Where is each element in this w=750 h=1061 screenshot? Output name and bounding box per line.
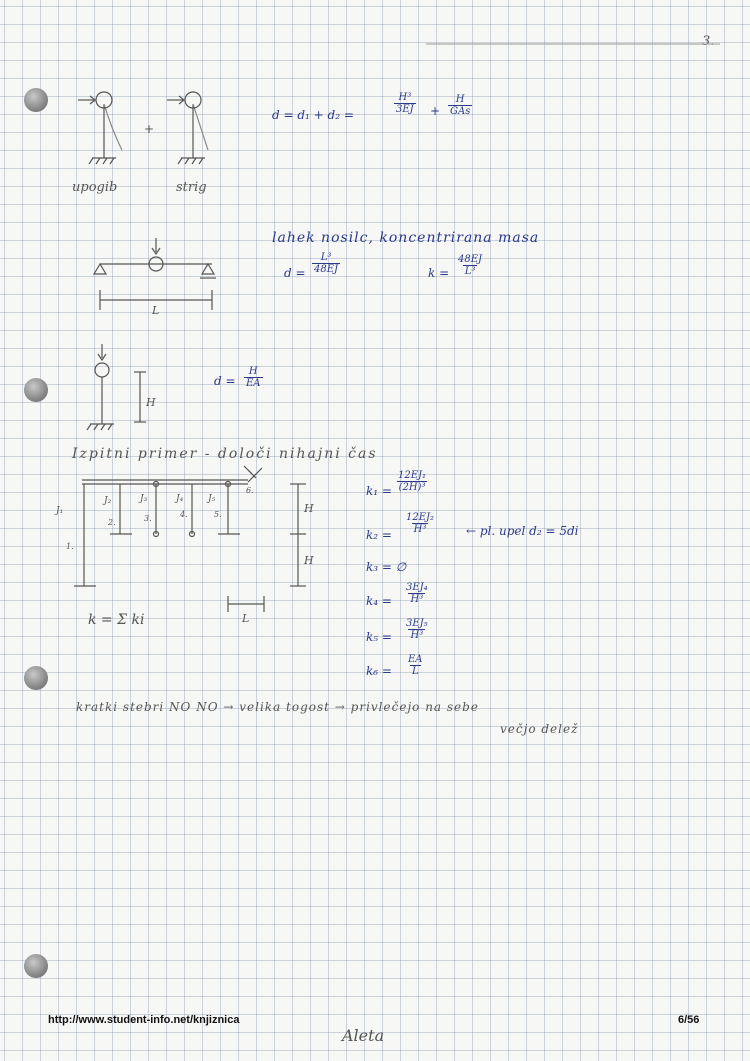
page-number: 3.: [702, 34, 715, 49]
fraction-k5: [404, 618, 430, 641]
fraction-k6: [406, 654, 425, 677]
fraction-numerator: L³: [320, 252, 332, 263]
fraction-numerator: 12EJ₁: [398, 470, 427, 481]
inertia-label-3: J₃: [140, 494, 148, 504]
column-label-6: 6.: [246, 486, 254, 495]
k3: k₃ = ∅: [366, 560, 407, 574]
fraction-denominator: EA: [246, 378, 261, 389]
fraction-denominator: H³: [410, 594, 424, 605]
fraction-denominator: 48EJ: [314, 264, 339, 275]
fraction-d-axial: [244, 366, 263, 389]
fraction-denominator: GAs: [450, 106, 471, 117]
label-shear: strig: [176, 180, 207, 195]
heading-exam-example: Izpitni primer - določi nihajni čas: [72, 446, 378, 462]
brand-logo: Aleta: [342, 1026, 385, 1045]
column-label-2: 2.: [108, 518, 116, 527]
fraction-numerator: 3EJ₅: [406, 618, 428, 629]
fraction-denominator: H³: [410, 630, 424, 641]
column-label-4: 4.: [180, 510, 188, 519]
label-bending: upogib: [72, 180, 118, 195]
stiffness-sum: k = Σ ki: [88, 612, 145, 628]
fraction-numerator: 3EJ₄: [406, 582, 428, 593]
formula-d-axial: d =: [214, 374, 236, 388]
span-label-frame: L: [242, 612, 250, 625]
k2-lhs: k₂ =: [366, 528, 392, 542]
fraction-numerator: H: [455, 94, 465, 105]
k5-lhs: k₅ =: [366, 630, 392, 644]
height-label-lower: H: [304, 554, 314, 567]
fraction-k4: [404, 582, 430, 605]
fraction-k1: [396, 470, 428, 493]
inertia-label-2: J₂: [104, 496, 112, 506]
k2-note: ← pl. upel d₂ = 5di: [466, 524, 579, 538]
fraction-denominator: H³: [413, 524, 427, 535]
heading-light-beam: lahek nosilc, koncentrirana masa: [272, 230, 540, 246]
inertia-label-5: J₅: [208, 494, 216, 504]
fraction-numerator: H³: [398, 92, 412, 103]
footer-url: http://www.student-info.net/knjiznica: [48, 1014, 240, 1026]
inertia-label-1: J₁: [56, 506, 64, 516]
k1-lhs: k₁ =: [366, 484, 392, 498]
fraction-denominator: L: [411, 666, 419, 677]
k6-lhs: k₆ =: [366, 664, 392, 678]
fraction-numerator: 12EJ₂: [406, 512, 435, 523]
span-label-beam: L: [152, 304, 160, 317]
fraction-shear: [448, 94, 472, 117]
fraction-numerator: 48EJ: [458, 254, 483, 265]
fraction-denominator: 3EJ: [396, 104, 414, 115]
inertia-label-4: J₄: [176, 494, 184, 504]
fraction-numerator: EA: [408, 654, 423, 665]
formula-d-beam: d =: [284, 266, 306, 280]
fraction-denominator: L³: [464, 266, 476, 277]
column-label-5: 5.: [214, 510, 222, 519]
fraction-k-beam: [456, 254, 484, 277]
height-label-upper: H: [304, 502, 314, 515]
k4-lhs: k₄ =: [366, 594, 392, 608]
formula-plus: +: [430, 104, 441, 118]
column-label-1: 1.: [66, 542, 74, 551]
fraction-k2: [404, 512, 436, 535]
label-plus: +: [144, 122, 155, 136]
column-label-3: 3.: [144, 514, 152, 523]
fraction-d-beam: [312, 252, 340, 275]
fraction-denominator: (2H)³: [398, 482, 426, 493]
fraction-bending: [394, 92, 416, 115]
note-short-columns: kratki stebri NO NO → velika togost → privlečejo na sebe: [76, 700, 479, 714]
footer-page: 6/56: [678, 1014, 700, 1026]
note-short-columns-cont: večjo delež: [500, 722, 579, 736]
formula-k-beam: k =: [428, 266, 450, 280]
height-label-axial: H: [146, 396, 156, 409]
formula-displacement: d = d₁ + d₂ =: [272, 108, 354, 122]
fraction-numerator: H: [248, 366, 258, 377]
